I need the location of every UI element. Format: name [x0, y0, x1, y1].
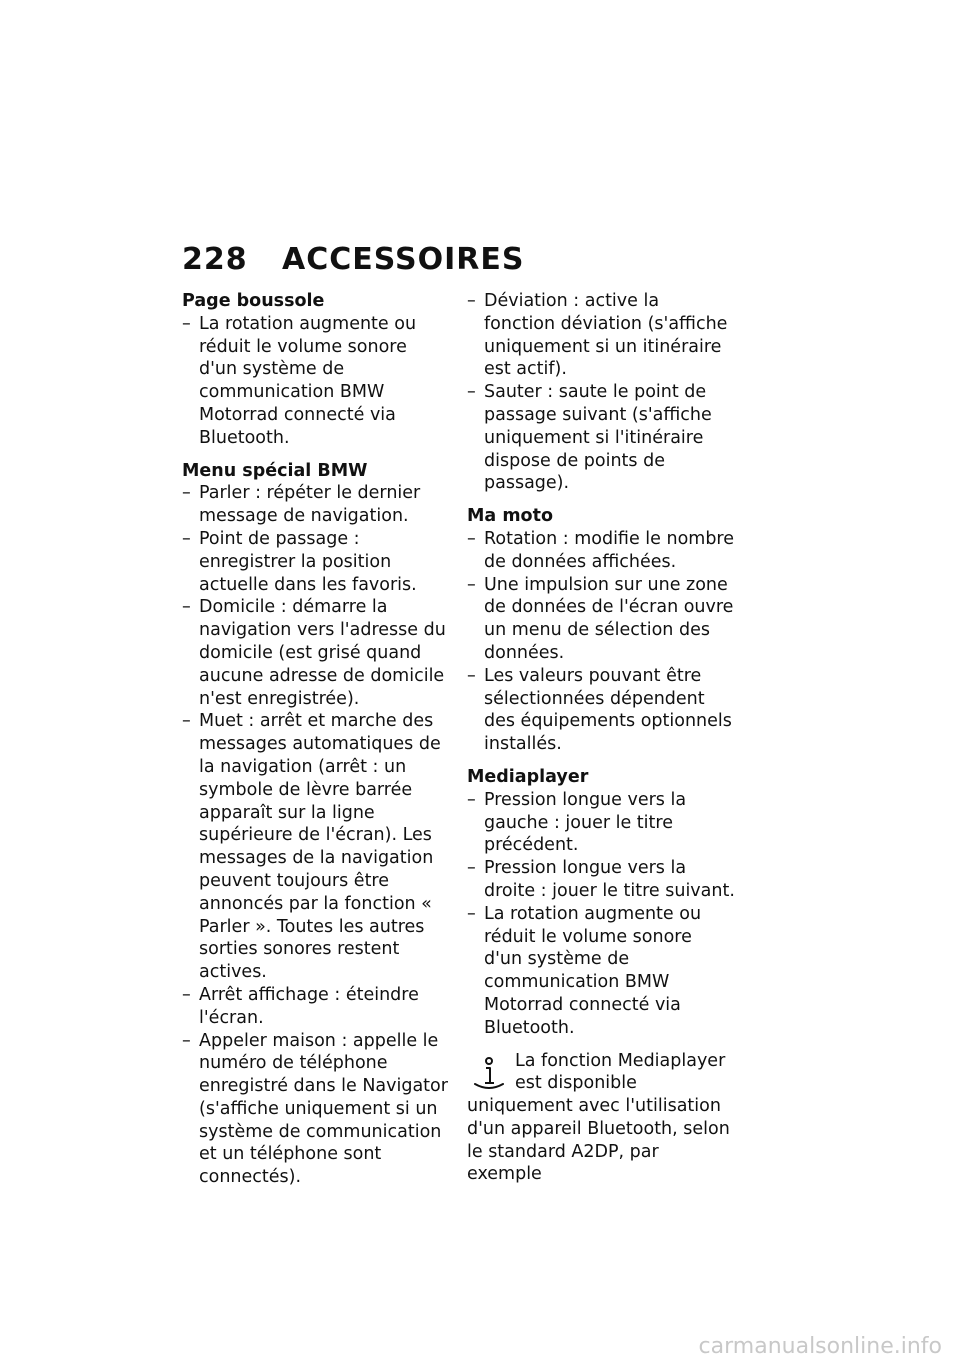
page-number: 228 — [182, 242, 248, 277]
list-item: – Domicile : démarre la navigation vers l'adresse du domicile (est grisé quand aucune adresse de domicile n'est enregistrée). — [182, 596, 450, 710]
list-item: – Pression longue vers la gauche : jouer le titre précédent. — [467, 789, 735, 857]
list-item: – Pression longue vers la droite : jouer le titre suivant. — [467, 857, 735, 903]
chapter-title: ACCESSOIRES — [282, 242, 525, 277]
list-item: – La rotation augmente ou réduit le volume sonore d'un système de communication BMW Motorrad connecté via Bluetooth. — [467, 903, 735, 1040]
info-note — [467, 1050, 735, 1187]
list-item: – Rotation : modifie le nombre de données affichées. — [467, 528, 735, 574]
section-title: Page boussole — [182, 291, 325, 311]
bullet-list — [467, 528, 735, 756]
list-item: – Appeler maison : appelle le numéro de téléphone enregistré dans le Navigator (s'affiche uniquement si un système de communication et un téléphone sont connectés). — [182, 1030, 450, 1190]
section-menu-special-bmw — [182, 460, 450, 1190]
watermark: carmanualsonline.info — [698, 1334, 942, 1359]
section-page-boussole — [182, 290, 450, 450]
list-item: – Sauter : saute le point de passage suivant (s'affiche uniquement si l'itinéraire dispose de points de passage). — [467, 381, 735, 495]
list-item: – Une impulsion sur une zone de données de l'écran ouvre un menu de sélection des données. — [467, 574, 735, 665]
note-text: La fonction Mediaplayer est disponible uniquement avec l'utilisation d'un appareil Bluetooth, selon le standard A2DP, par exemple — [467, 1050, 730, 1185]
section-ma-moto — [467, 505, 735, 756]
section-title: Mediaplayer — [467, 766, 589, 787]
list-item: – Arrêt affichage : éteindre l'écran. — [182, 984, 450, 1030]
bullet-list — [182, 482, 450, 1189]
section-menu-special-continued — [467, 290, 735, 495]
section-mediaplayer — [467, 766, 735, 1040]
list-item: – Déviation : active la fonction déviation (s'affiche uniquement si un itinéraire est actif). — [467, 290, 735, 381]
left-column — [182, 290, 450, 1199]
bullet-list — [467, 789, 735, 1040]
list-item: – Parler : répéter le dernier message de navigation. — [182, 482, 450, 528]
section-title: Ma moto — [467, 506, 553, 527]
info-icon — [471, 1053, 507, 1091]
bullet-list — [182, 313, 450, 450]
list-item: – Les valeurs pouvant être sélectionnées dépendent des équipements optionnels installés. — [467, 665, 735, 756]
page-header — [182, 242, 524, 277]
section-title: Menu spécial BMW — [182, 460, 368, 481]
list-item: – Muet : arrêt et marche des messages automatiques de la navigation (arrêt : un symbole de lèvre barrée apparaît sur la ligne supérieure de l'écran). Les messages de la navigation peuvent toujours être annoncés par la fonction « Parler ». Toutes les autres sorties sonores restent actives. — [182, 710, 450, 984]
right-column — [467, 290, 735, 1186]
bullet-list — [467, 290, 735, 495]
list-item: – Point de passage : enregistrer la position actuelle dans les favoris. — [182, 528, 450, 596]
list-item: – La rotation augmente ou réduit le volume sonore d'un système de communication BMW Motorrad connecté via Bluetooth. — [182, 313, 450, 450]
